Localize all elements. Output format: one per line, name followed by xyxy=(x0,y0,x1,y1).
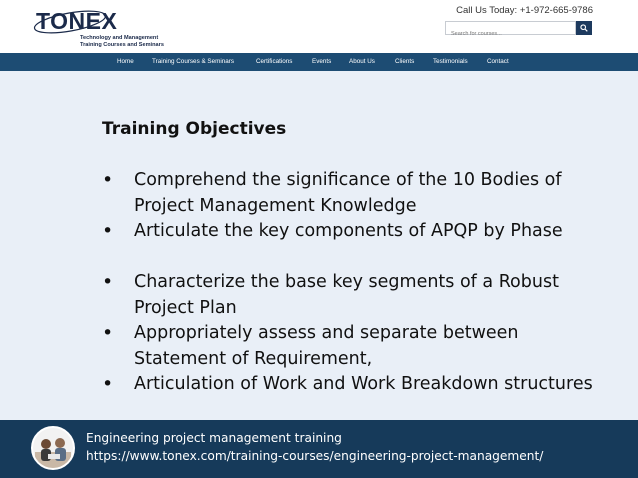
nav-item-contact[interactable]: Contact xyxy=(487,58,509,65)
page-title: Training Objectives xyxy=(102,119,287,139)
bullet-icon: • xyxy=(102,271,114,293)
logo-tagline-1: Technology and Management xyxy=(80,35,159,41)
search-button[interactable] xyxy=(576,21,592,35)
nav-item-clients[interactable]: Clients xyxy=(395,58,415,65)
slide-content xyxy=(0,71,638,420)
bullet-icon: • xyxy=(102,220,114,242)
main-nav xyxy=(0,53,638,71)
bullet-icon: • xyxy=(102,169,114,191)
call-us-text[interactable]: Call Us Today: +1-972-665-9786 xyxy=(456,5,593,16)
footer-title: Engineering project management training xyxy=(86,431,342,445)
logo-tagline-2: Training Courses and Seminars xyxy=(80,42,164,48)
search-box xyxy=(445,21,576,35)
objective-text: Comprehend the significance of the 10 Bodies of Project Management Knowledge xyxy=(134,170,562,216)
bullet-icon: • xyxy=(102,322,114,344)
tonex-logo[interactable] xyxy=(32,6,172,48)
footer-url-link[interactable]: https://www.tonex.com/training-courses/engineering-project-management/ xyxy=(86,449,544,463)
nav-item-testimonials[interactable]: Testimonials xyxy=(433,58,468,65)
nav-item-certifications[interactable]: Certifications xyxy=(256,58,293,65)
nav-item-training-courses[interactable]: Training Courses & Seminars xyxy=(152,58,235,65)
search-icon xyxy=(580,24,588,32)
presenter-photo-icon xyxy=(33,428,73,468)
nav-item-home[interactable]: Home xyxy=(117,58,134,65)
nav-item-about-us[interactable]: About Us xyxy=(349,58,375,65)
nav-item-events[interactable]: Events xyxy=(312,58,332,65)
objective-text: Characterize the base key segments of a Robust Project Plan xyxy=(134,272,559,318)
logo-wordmark: TONEX xyxy=(36,8,118,34)
objective-text: Articulate the key components of APQP by Phase xyxy=(134,221,563,241)
bullet-icon: • xyxy=(102,373,114,395)
presenter-avatar xyxy=(31,426,75,470)
objective-text: Articulation of Work and Work Breakdown structures xyxy=(134,374,593,394)
site-header xyxy=(0,0,638,53)
search-input[interactable] xyxy=(446,28,575,40)
objective-text: Appropriately assess and separate between Statement of Requirement, xyxy=(134,323,519,369)
